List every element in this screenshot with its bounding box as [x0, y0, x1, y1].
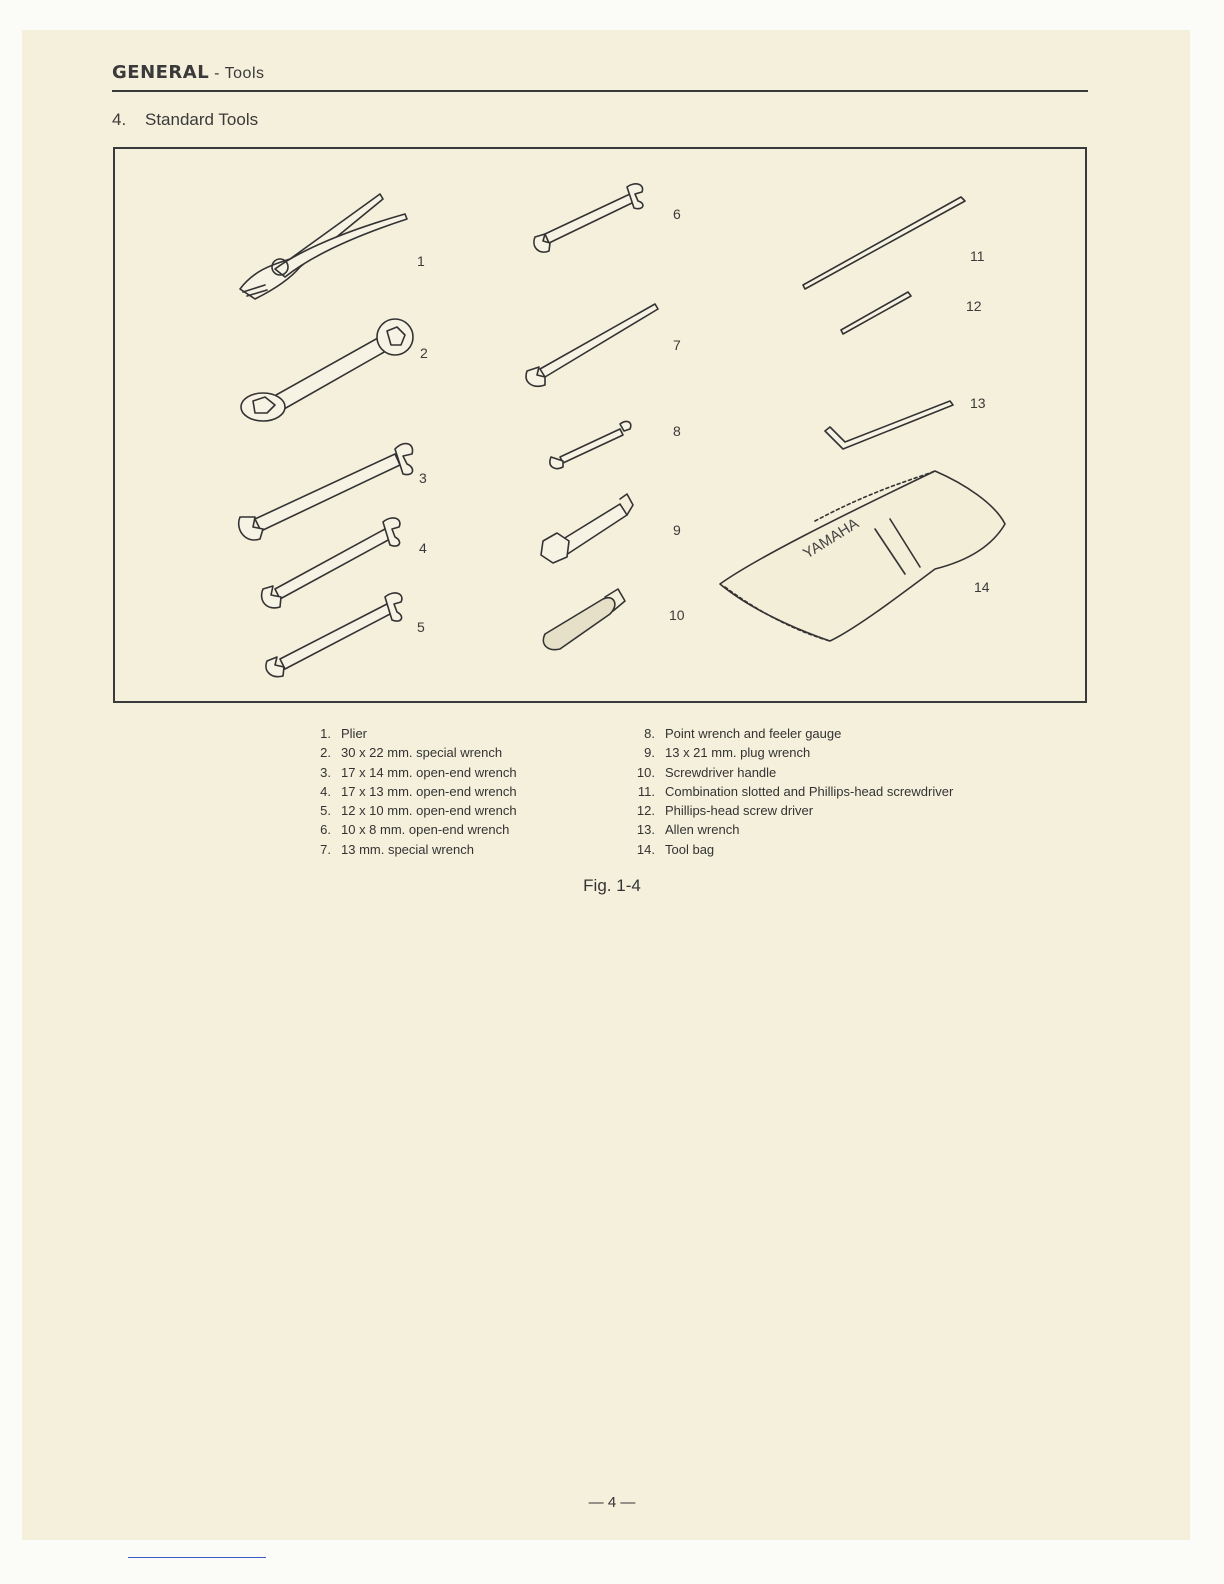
- legend-item: 2. 30 x 22 mm. special wrench: [320, 745, 503, 761]
- special-wrench-13-drawing: [526, 304, 658, 386]
- header-title: [112, 62, 265, 83]
- legend-item: 3. 17 x 14 mm. open-end wrench: [320, 764, 517, 780]
- callout-9: 9: [673, 522, 681, 538]
- legend-item: 9. 13 x 21 mm. plug wrench: [644, 745, 811, 761]
- point-wrench-drawing: [550, 422, 631, 469]
- tools-figure: [113, 147, 1087, 703]
- callout-3: 3: [419, 470, 427, 486]
- figure-caption: Fig. 1-4: [583, 876, 641, 895]
- open-end-wrench-6-drawing: [534, 184, 643, 252]
- section-heading: [112, 110, 258, 130]
- callout-8: 8: [673, 423, 681, 439]
- page-number: — 4 —: [588, 1494, 636, 1511]
- callout-13: 13: [970, 395, 986, 411]
- legend-item: 14. Tool bag: [636, 841, 715, 857]
- screwdriver-handle-drawing: [543, 589, 625, 650]
- callout-2: 2: [420, 345, 428, 361]
- plug-wrench-drawing: [541, 494, 633, 563]
- callout-11: 11: [970, 248, 985, 264]
- section-title: Standard Tools: [145, 110, 259, 129]
- callout-12: 12: [966, 298, 982, 314]
- tools-illustration: [115, 149, 1089, 705]
- tool-bag-brand: YAMAHA: [800, 514, 862, 563]
- legend-item: 8. Point wrench and feeler gauge: [644, 726, 842, 741]
- callout-6: 6: [673, 206, 681, 222]
- footer-link-underline[interactable]: [128, 1557, 266, 1558]
- callout-4: 4: [419, 540, 427, 556]
- legend-item: 12. Phillips-head screw driver: [636, 803, 814, 819]
- phillips-screwdriver-drawing: [841, 292, 911, 334]
- legend-item: 13. Allen wrench: [636, 822, 740, 838]
- legend-item: 11. Combination slotted and Phillips-head screwdriver: [637, 783, 954, 799]
- legend-item: 1. Plier: [320, 726, 368, 741]
- page-header: [112, 62, 1088, 92]
- legend-item: 7. 13 mm. special wrench: [320, 841, 474, 857]
- special-wrench-drawing: [241, 319, 413, 421]
- open-end-wrench-4-drawing: [262, 518, 400, 608]
- header-section: GENERAL: [112, 62, 210, 83]
- plier-drawing: [240, 194, 407, 299]
- legend-item: 5. 12 x 10 mm. open-end wrench: [320, 803, 517, 819]
- callout-5: 5: [417, 619, 425, 635]
- combination-screwdriver-drawing: [803, 197, 965, 289]
- legend-right-column: [629, 726, 953, 861]
- open-end-wrench-5-drawing: [266, 593, 402, 677]
- legend-item: 4. 17 x 13 mm. open-end wrench: [320, 783, 517, 799]
- callout-14: 14: [974, 579, 990, 595]
- section-number: 4.: [112, 110, 127, 129]
- tool-bag-drawing: [720, 471, 1005, 641]
- legend-item: 6. 10 x 8 mm. open-end wrench: [320, 822, 510, 838]
- callout-1: 1: [417, 253, 425, 269]
- callout-10: 10: [669, 607, 685, 623]
- header-subsection: Tools: [224, 65, 265, 82]
- allen-wrench-drawing: [825, 401, 953, 449]
- header-separator: -: [209, 65, 225, 82]
- legend-left-column: [305, 726, 517, 861]
- callout-7: 7: [673, 337, 681, 353]
- legend-item: 10. Screwdriver handle: [636, 764, 777, 780]
